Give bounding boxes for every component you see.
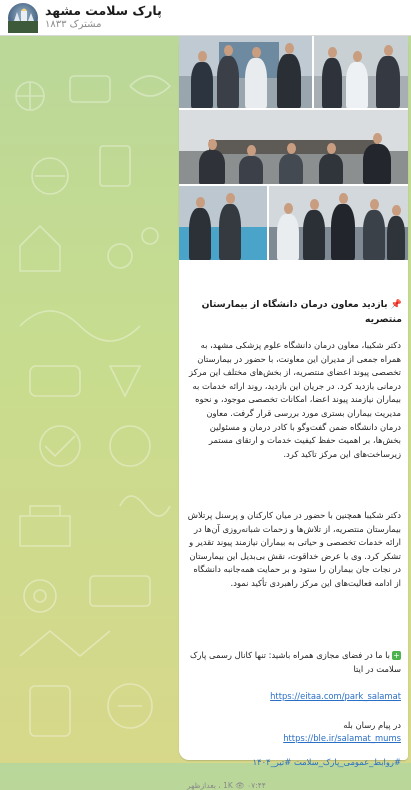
- eitaa-link[interactable]: https://eitaa.com/park_salamat: [270, 691, 401, 701]
- channel-header[interactable]: [0, 0, 411, 36]
- hashtags[interactable]: #روابط_عمومی_پارک_سلامت #تیر_۱۴۰۴: [252, 757, 401, 767]
- follow-text: با ما در فضای مجازی همراه باشید: تنها کانال رسمی پارک سلامت در ایتا: [189, 650, 401, 674]
- channel-name[interactable]: پارک سلامت مشهد: [45, 3, 162, 18]
- post-meta: [187, 781, 266, 790]
- follow-text-block: [185, 649, 401, 676]
- post-paragraph-1: دکتر شکیبا، معاون درمان دانشگاه علوم پزشکی مشهد، به همراه جمعی از مدیران این معاونت، با حضور در بیمارستان تخصصی پیوند اعضای منتصریه، از بخش‌های مختلف این مرکز درمانی بازدید کرد. در جریان این بازدید، روند ارائه خدمات به بیماران نیازمند پیوند اعضا، امکانات تخصصی موجود، و نحوه مدیریت بیماران بستری مورد بررسی قرار گرفت. معاون درمان دانشگاه ضمن گفت‌وگو با کادر درمان و مسئولین بخش‌ها، بر اهمیت حفظ کیفیت خدمات و ارتقای مستمر زیرساخت‌های این مرکز تاکید کرد.: [188, 340, 401, 459]
- post-photo-1[interactable]: [179, 36, 312, 108]
- post-photo-3[interactable]: [179, 110, 408, 184]
- bale-link[interactable]: https://ble.ir/salamat_mums: [283, 733, 401, 743]
- post-photo-5[interactable]: [269, 186, 408, 260]
- post-title-text: بازدید معاون درمان دانشگاه از بیمارستان منتصریه: [201, 299, 402, 325]
- post-paragraph-2: دکتر شکیبا همچنین با حضور در میان کارکنان و پرسنل پرتلاش بیمارستان منتصریه، از تلاش‌ها و زحمات شبانه‌روزی آن‌ها در ارائه خدمات تخصصی و حیاتی به بیماران نیازمند پیوند تقدیر و تشکر کرد. وی با عرض خداقوت، نقش بی‌بدیل این بیمارستان در نجات جان بیماران را ستود و بر حمایت همه‌جانبه دانشگاه از ادامه فعالیت‌های این مرکز راهبردی تأکید نمود.: [187, 510, 401, 588]
- channel-post[interactable]: [179, 36, 408, 790]
- eye-icon: 👁: [235, 781, 245, 790]
- bale-label: در پیام رسان بله: [343, 720, 401, 730]
- view-count: 1K: [223, 781, 233, 790]
- pin-icon: 📌: [390, 300, 402, 310]
- post-time: ۰۷:۴۴ ، بعدازظهر: [187, 781, 266, 790]
- post-title: [187, 298, 402, 326]
- post-photo-4[interactable]: [179, 186, 267, 260]
- post-photo-2[interactable]: [314, 36, 408, 108]
- channel-avatar[interactable]: [8, 3, 38, 33]
- plus-icon: +: [393, 651, 400, 660]
- subscriber-count: ۱۸۳۳ مشترک: [45, 19, 102, 30]
